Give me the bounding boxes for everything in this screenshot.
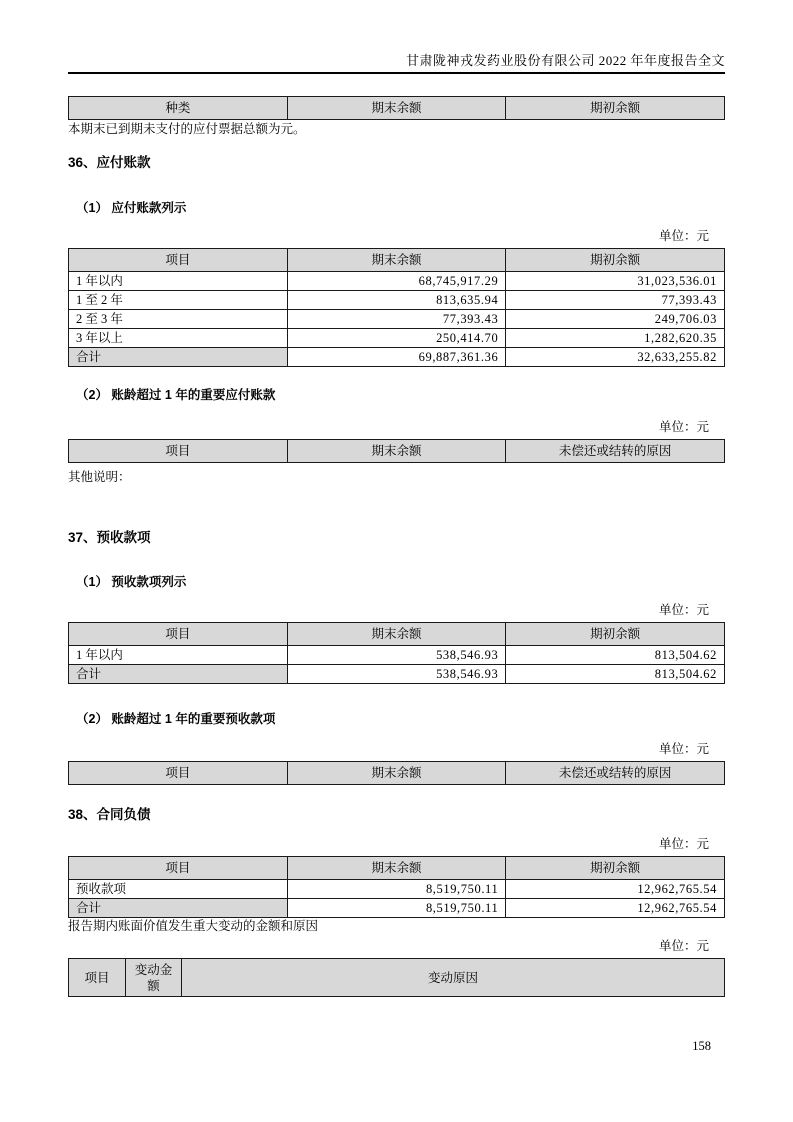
table-cell: 合计: [69, 899, 288, 918]
table-header-row: [69, 959, 725, 997]
unit-label: 单位：元: [658, 603, 709, 617]
table-cell: 合计: [69, 348, 288, 367]
change-note: 报告期内账面价值发生重大变动的金额和原因: [68, 919, 319, 933]
column-header: 期初余额: [506, 249, 725, 272]
table-cell: 8,519,750.11: [287, 899, 506, 918]
unit-label: 单位：元: [658, 420, 709, 434]
table-cell: 预收款项: [69, 880, 288, 899]
table-cell: 813,504.62: [506, 646, 725, 665]
page-number: 158: [692, 1039, 711, 1053]
table-cell: 合计: [69, 665, 288, 684]
column-header: 期末余额: [287, 623, 506, 646]
table-header-row: [69, 762, 725, 785]
table-cell: 1 年以内: [69, 272, 288, 291]
column-header: 变动金额: [126, 959, 182, 997]
column-header: 变动原因: [182, 959, 725, 997]
table-cell: 77,393.43: [287, 310, 506, 329]
section-37-title: 37、预收款项: [68, 530, 151, 545]
table-cell: 12,962,765.54: [506, 899, 725, 918]
column-header: 期初余额: [506, 623, 725, 646]
section-37-sub2-title: （2） 账龄超过 1 年的重要预收款项: [76, 712, 276, 726]
column-header: 期初余额: [506, 857, 725, 880]
column-header: 期末余额: [287, 857, 506, 880]
column-header: 种类: [69, 97, 288, 120]
table-header-row: [69, 97, 725, 120]
table-header-row: [69, 857, 725, 880]
advances-listing-table: [68, 622, 725, 684]
table-header-row: [69, 623, 725, 646]
column-header: 项目: [69, 762, 288, 785]
column-header: 未偿还或结转的原因: [506, 440, 725, 463]
section-36-title: 36、应付账款: [68, 155, 151, 170]
unit-label: 单位：元: [658, 742, 709, 756]
accounts-payable-aging-table: [68, 439, 725, 463]
table-cell: 31,023,536.01: [506, 272, 725, 291]
section-38-title: 38、合同负债: [68, 807, 151, 822]
table-row: [69, 272, 725, 291]
column-header: 期末余额: [287, 97, 506, 120]
table-row: [69, 291, 725, 310]
section-36-sub2-title: （2） 账龄超过 1 年的重要应付账款: [76, 388, 276, 402]
report-header-title: 甘肃陇神戎发药业股份有限公司 2022 年年度报告全文: [405, 53, 725, 68]
advances-aging-table: [68, 761, 725, 785]
table-cell: 813,504.62: [506, 665, 725, 684]
column-header: 期末余额: [287, 762, 506, 785]
table-cell: 32,633,255.82: [506, 348, 725, 367]
column-header: 项目: [69, 857, 288, 880]
table-row: [69, 880, 725, 899]
column-header: 项目: [69, 249, 288, 272]
table-cell: 538,546.93: [287, 665, 506, 684]
column-header: 项目: [69, 959, 126, 997]
section-37-sub1-title: （1） 预收款项列示: [76, 575, 187, 589]
table-cell: 12,962,765.54: [506, 880, 725, 899]
table-cell: 8,519,750.11: [287, 880, 506, 899]
column-header: 未偿还或结转的原因: [506, 762, 725, 785]
table-cell: 2 至 3 年: [69, 310, 288, 329]
unit-label: 单位：元: [658, 229, 709, 243]
table-cell: 3 年以上: [69, 329, 288, 348]
contract-liabilities-table: [68, 856, 725, 918]
header-divider: [68, 72, 725, 74]
unit-label: 单位：元: [658, 939, 709, 953]
table-cell: 1 至 2 年: [69, 291, 288, 310]
table-cell: 1,282,620.35: [506, 329, 725, 348]
table-header-row: [69, 440, 725, 463]
table-cell: 77,393.43: [506, 291, 725, 310]
table-cell: 69,887,361.36: [287, 348, 506, 367]
pending-notes-table: [68, 96, 725, 120]
pending-notes-note: 本期末已到期未支付的应付票据总额为元。: [68, 122, 306, 136]
column-header: 期末余额: [287, 249, 506, 272]
column-header: 期初余额: [506, 97, 725, 120]
table-cell: 250,414.70: [287, 329, 506, 348]
table-total-row: [69, 665, 725, 684]
table-row: [69, 646, 725, 665]
table-total-row: [69, 899, 725, 918]
table-cell: 249,706.03: [506, 310, 725, 329]
table-cell: 538,546.93: [287, 646, 506, 665]
accounts-payable-listing-table: [68, 248, 725, 367]
table-cell: 813,635.94: [287, 291, 506, 310]
column-header: 项目: [69, 440, 288, 463]
other-note: 其他说明：: [68, 470, 131, 484]
section-36-sub1-title: （1） 应付账款列示: [76, 201, 187, 215]
table-cell: 68,745,917.29: [287, 272, 506, 291]
table-total-row: [69, 348, 725, 367]
table-cell: 1 年以内: [69, 646, 288, 665]
column-header: 期末余额: [287, 440, 506, 463]
table-row: [69, 329, 725, 348]
unit-label: 单位：元: [658, 837, 709, 851]
table-row: [69, 310, 725, 329]
table-header-row: [69, 249, 725, 272]
column-header: 项目: [69, 623, 288, 646]
change-reason-table: [68, 958, 725, 997]
